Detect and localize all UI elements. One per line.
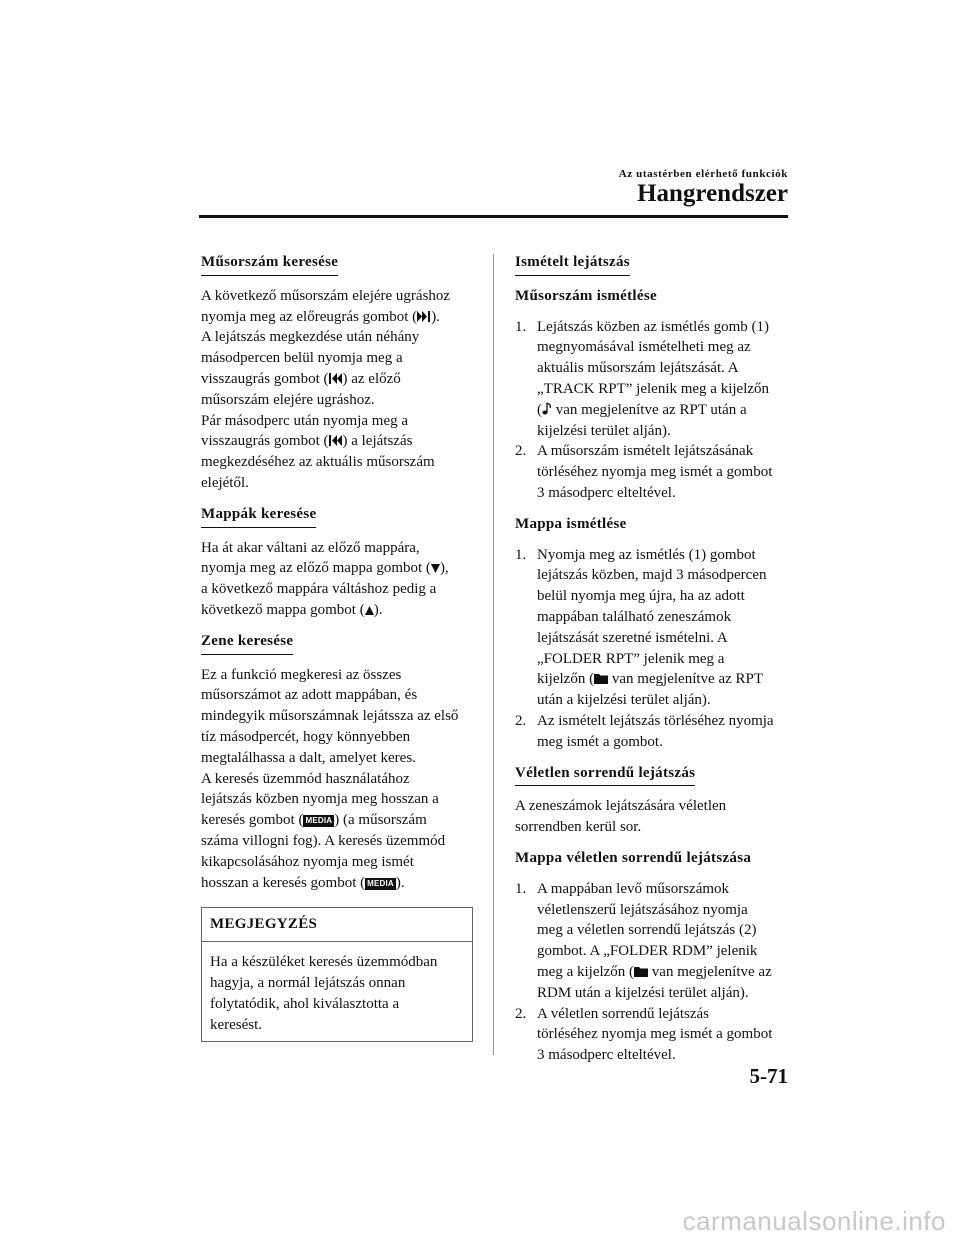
- text-line: következő mappa gombot ( ).: [201, 601, 383, 618]
- text-line: A következő műsorszám elejére ugráshoz: [201, 287, 451, 304]
- text-line: műsorszámot az adott mappában, és: [201, 687, 418, 704]
- watermark: carmanualsonline.info: [682, 1206, 946, 1236]
- text-line: lejátszás közben nyomja meg hosszan a: [201, 791, 439, 808]
- text-line: Ha a készüléket keresés üzemmódban: [210, 954, 438, 971]
- folder-search-text: [201, 538, 477, 621]
- text-line: nyomja meg az előző mappa gombot ( ),: [201, 560, 449, 577]
- text-line: Pár másodperc után nyomja meg a: [201, 412, 409, 429]
- folder-repeat-list: [515, 545, 790, 753]
- left-column: [201, 252, 477, 1042]
- triangle-down-icon: [431, 564, 440, 573]
- text-line: visszaugrás gombot ( ) az előző: [201, 370, 401, 387]
- page-number: 5-71: [749, 1064, 788, 1088]
- folder-icon: [594, 673, 608, 684]
- list-item: 1. A mappában levő műsorszámok véletlenszerű lejátszásához nyomja meg a véletlen sorrendű lejátszás (2) gombot. A „FOLDER RDM” jelenik meg a kijelzőn ( van megjelenítve az RDM után a kijelzési terület alján).: [515, 880, 772, 1001]
- skip-back-icon: [328, 373, 342, 384]
- skip-back-icon: [328, 435, 342, 446]
- random-intro: A zeneszámok lejátszására véletlen sorrendben kerül sor.: [515, 798, 727, 836]
- track-repeat-list: [515, 317, 790, 504]
- text-line: nyomja meg az előreugrás gombot ( ).: [201, 308, 440, 325]
- section-heading-repeat: Ismételt lejátszás: [515, 252, 630, 276]
- section-heading-music-scan: Zene keresése: [201, 631, 293, 655]
- text-line: száma villogni fog). A keresés üzemmód: [201, 832, 446, 849]
- text-line: Ez a funkció megkeresi az összes: [201, 666, 402, 683]
- list-item: 1. Nyomja meg az ismétlés (1) gombot lejátszás közben, majd 3 másodpercen belül nyomja meg újra, ha az adott mappában található zeneszámok lejátszását szeretné ismételni. A „FOLDER RPT” jelenik meg a kijelzőn ( van megjelenítve az RPT után a kijelzési terület alján).: [515, 546, 767, 709]
- text-line: Ha át akar váltani az előző mappára,: [201, 539, 420, 556]
- column-divider: [493, 254, 494, 1055]
- note-title: MEGJEGYZÉS: [202, 908, 472, 942]
- track-search-text: [201, 286, 477, 494]
- music-note-icon: [542, 402, 552, 415]
- music-scan-text: [201, 665, 477, 894]
- list-item: 1. Lejátszás közben az ismétlés gomb (1) megnyomásával ismételheti meg az aktuális műsorszám lejátszását. A „TRACK RPT” jelenik meg a kijelzőn ( van megjelenítve az RPT után a kijelzési terület alján).: [515, 318, 770, 439]
- skip-forward-icon: [417, 311, 431, 322]
- header-rule: [199, 215, 788, 218]
- header-section: Az utastérben elérhető funkciók: [618, 168, 788, 180]
- media-button-icon: MEDIA: [367, 878, 394, 888]
- text-line: hagyja, a normál lejátszás onnan: [210, 974, 406, 991]
- section-heading-folder-search: Mappák keresése: [201, 504, 316, 528]
- text-line: folytatódik, ahol kiválasztotta a: [210, 995, 400, 1012]
- section-heading-track-search: Műsorszám keresése: [201, 252, 338, 276]
- folder-icon: [634, 966, 648, 977]
- text-line: mindegyik műsorszámnak lejátssza az első: [201, 708, 459, 725]
- text-line: A lejátszás megkezdése után néhány: [201, 329, 420, 346]
- section-heading-random: Véletlen sorrendű lejátszás: [515, 763, 695, 787]
- note-box: [201, 907, 473, 1042]
- note-body: [202, 942, 472, 1041]
- text-line: tíz másodpercét, hogy könnyebben: [201, 728, 411, 745]
- list-item: 2. A véletlen sorrendű lejátszás törléséhez nyomja meg ismét a gombot 3 másodperc elteltével.: [515, 1005, 773, 1064]
- text-line: hosszan a keresés gombot ( MEDIA ).: [201, 874, 405, 891]
- text-line: keresés gombot ( MEDIA ) (a műsorszám: [201, 812, 427, 829]
- text-line: a következő mappára váltáshoz pedig a: [201, 581, 437, 598]
- right-column: [515, 252, 790, 1076]
- text-line: megkezdéséhez az aktuális műsorszám: [201, 454, 435, 471]
- subheading-folder-repeat: Mappa ismétlése: [515, 515, 627, 532]
- text-line: műsorszám elejére ugráshoz.: [201, 391, 375, 408]
- text-line: keresést.: [210, 1016, 263, 1033]
- text-line: A keresés üzemmód használatához: [201, 770, 410, 787]
- text-line: elejétől.: [201, 474, 249, 491]
- subheading-track-repeat: Műsorszám ismétlése: [515, 287, 657, 304]
- triangle-up-icon: [365, 606, 374, 615]
- list-item: 2. A műsorszám ismételt lejátszásának törléséhez nyomja meg ismét a gombot 3 másodperc elteltével.: [515, 443, 773, 501]
- list-item: 2. Az ismételt lejátszás törléséhez nyomja meg ismét a gombot.: [515, 712, 774, 750]
- text-line: kikapcsolásához nyomja meg ismét: [201, 853, 414, 870]
- media-button-icon: MEDIA: [305, 816, 333, 826]
- text-line: megtalálhassa a dalt, amelyet keres.: [201, 749, 416, 766]
- text-line: másodpercen belül nyomja meg a: [201, 350, 403, 367]
- text-line: visszaugrás gombot ( ) a lejátszás: [201, 433, 413, 450]
- folder-random-list: [515, 879, 790, 1066]
- page-title: Hangrendszer: [637, 180, 788, 207]
- subheading-folder-random: Mappa véletlen sorrendű lejátszása: [515, 849, 752, 866]
